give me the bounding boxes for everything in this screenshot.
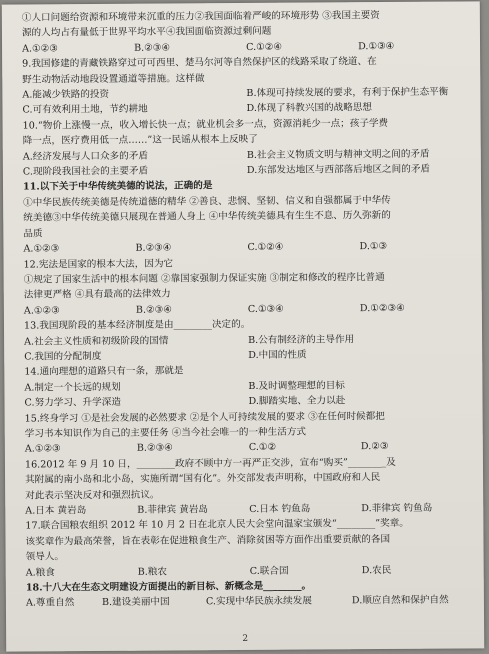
q17-stem-line-1: 17.联合国粮农组织 2012 年 10 月 2 日在北京人民大会堂向温家宝颁发“________”奖章。 [25,518,409,532]
q11-statement-line-2: 统美德③中华传统美德只展现在普通人身上 ④中华传统美德具有生生不息、历久弥新的 [23,210,391,224]
exam-paper [2,1,485,651]
q8-option-d: D.①③④ [358,40,395,53]
q17-option-a: A.粮食 [25,566,55,579]
exam-content [22,7,474,611]
q14-option-d: D.脚踏实地、全力以赴 [248,395,346,408]
q8-option-b: B.②③④ [134,42,170,54]
q9-options-row-2 [22,100,470,119]
q15-option-a: A.①②③ [24,443,61,455]
q14-stem: 14.通向理想的道路只有一条，那就是 [24,365,184,378]
q10-option-a: A.经济发展与人口众多的矛盾 [22,150,148,163]
q8-option-a: A.①②③ [22,43,58,55]
q15-option-b: B.②③④ [136,442,173,455]
q11-statement-line-1: ①中华民族传统美德是传统道德的精华 ②善良、悲悯、坚韧、信义和自强都属于中华传 [23,194,391,209]
q16-option-b: B.菲律宾 黄岩岛 [137,504,209,516]
q17-options [26,562,474,581]
q12-option-b: B.②③④ [135,304,172,316]
q11-stem: 11.以下关于中华传统美德的说法，正确的是 [22,180,213,194]
q10-stem-line-2: 降一点，医疗费用低一点……”这一民谣从根本上反映了 [22,134,258,147]
q12-options [24,300,472,319]
q10-stem-line-1: 10.“物价上涨慢一点，收入增长快一点；就业机会多一点，资源消耗少一点；孩子学费 [22,117,389,132]
q16-option-d: D.菲律宾 钓鱼岛 [361,502,433,515]
q9-option-d: D.体现了科教兴国的战略思想 [246,102,373,115]
q18-option-a: A.尊重自然 [25,597,75,609]
q16-stem-line-1: 16.2012 年 9 月 10 日，________政府不顾中方一再严正交涉，宣布“购买”________及 [24,456,396,471]
q13-stem: 13.我国现阶段的基本经济制度是由________决定的。 [23,319,251,332]
q12-stem: 12.宪法是国家的根本大法，因为它 [23,257,174,271]
q9-stem-line-2: 野生动物活动地段设置通道等措施。这样做 [22,72,205,86]
q14-option-c: C.努力学习、升学深造 [24,397,121,409]
q17-option-d: D.农民 [361,564,392,576]
q8-statement-line-2: 源的人均占有量低于世界平均水平④我国面临资源过剩问题 [21,26,272,39]
q11-option-c: C.①②④ [247,241,284,254]
q18-option-d: D.顺应自然和保护自然 [351,595,449,607]
q10-option-b: B.社会主义物质文明与精神文明之间的矛盾 [246,148,430,161]
q17-stem-line-2: 该奖章作为最高荣誉，旨在表彰在促进粮食生产、消除贫困等方面作出重要贡献的各国 [25,533,391,548]
q9-option-b: B.体现可持续发展的要求，有利于保护生态平衡 [246,86,449,100]
q14-options-row-2 [24,393,472,412]
q11-option-b: B.②③④ [135,242,172,254]
page-number: 2 [242,633,249,645]
q13-option-c: C.我国的分配制度 [24,350,102,363]
q12-option-d: D.①②③④ [359,302,405,314]
q9-option-c: C.可有效利用土地，节约耕地 [22,104,148,116]
q9-option-a: A.能减少铁路的投资 [22,88,110,101]
q15-option-c: C.①② [248,442,277,454]
q12-statement-line-2: 法律更严格 ④具有最高的法律效力 [23,288,171,301]
q11-option-a: A.①②③ [23,243,60,255]
q10-option-c: C.现阶段我国社会的主要矛盾 [22,165,149,178]
q15-stem-line-1: 15.终身学习 ①是社会发展的必然要求 ②是个人可持续发展的要求 ③在任何时候都把 [24,410,385,425]
q17-option-b: B.粮农 [137,566,168,578]
q8-option-c: C.①②④ [246,41,282,53]
q13-options-row-2 [24,346,472,365]
q8-statement-line-1: ①人口问题给资源和环境带来沉重的压力②我国面临着严峻的环境形势 ③我国主要资 [21,10,380,24]
q16-option-c: C.日本 钓鱼岛 [249,503,311,515]
q10-option-d: D.东部发达地区与西部落后地区之间的矛盾 [246,163,431,177]
q18-options [26,593,474,612]
q17-stem-line-3: 领导人。 [25,551,65,563]
q17-option-c: C.联合国 [249,565,289,577]
q18-stem: 18.十八大在生态文明建设方面提出的新目标、新概念是________。 [25,580,312,594]
q18-option-b: B.建设美丽中国 [101,596,170,609]
q13-option-b: B.公有制经济的主导作用 [248,333,355,346]
q9-stem-line-1: 9.我国修建的青藏铁路穿过可可西里、楚马尔河等自然保护区的线路采取了绕道、在 [22,56,377,70]
q10-options-row-2 [23,161,471,180]
q15-option-d: D.②③ [360,441,389,453]
q13-option-d: D.中国的性质 [248,349,307,361]
q13-option-a: A.社会主义性质和初级阶段的国情 [24,335,169,348]
q12-option-a: A.①②③ [23,304,60,317]
q18-option-c: C.实现中华民族永续发展 [205,595,312,608]
q11-statement-line-3: 品质 [23,228,43,240]
q14-option-b: B.及时调整理想的目标 [248,380,345,392]
q12-statement-line-1: ①规定了国家生活中的根本问题 ②靠国家强制力保证实施 ③制定和修改的程序比普通 [23,271,385,286]
q12-option-c: C.①③④ [247,303,284,315]
q16-stem-line-3: 对此表示坚决反对和强烈抗议。 [25,489,160,502]
q11-options [23,238,471,257]
q15-stem-line-2: 学习书本知识作为自己的主要任务 ④当今社会唯一的一种生活方式 [24,426,307,440]
q16-option-a: A.日本 黄岩岛 [25,505,87,517]
q11-option-d: D.①③ [359,241,388,253]
q16-stem-line-2: 其附属的南小岛和北小岛，实施所谓“国有化”。外交部发表声明称，中国政府和人民 [25,472,381,486]
q14-option-a: A.制定一个长远的规划 [24,381,121,394]
q15-options [25,439,473,458]
q8-options [22,38,470,57]
